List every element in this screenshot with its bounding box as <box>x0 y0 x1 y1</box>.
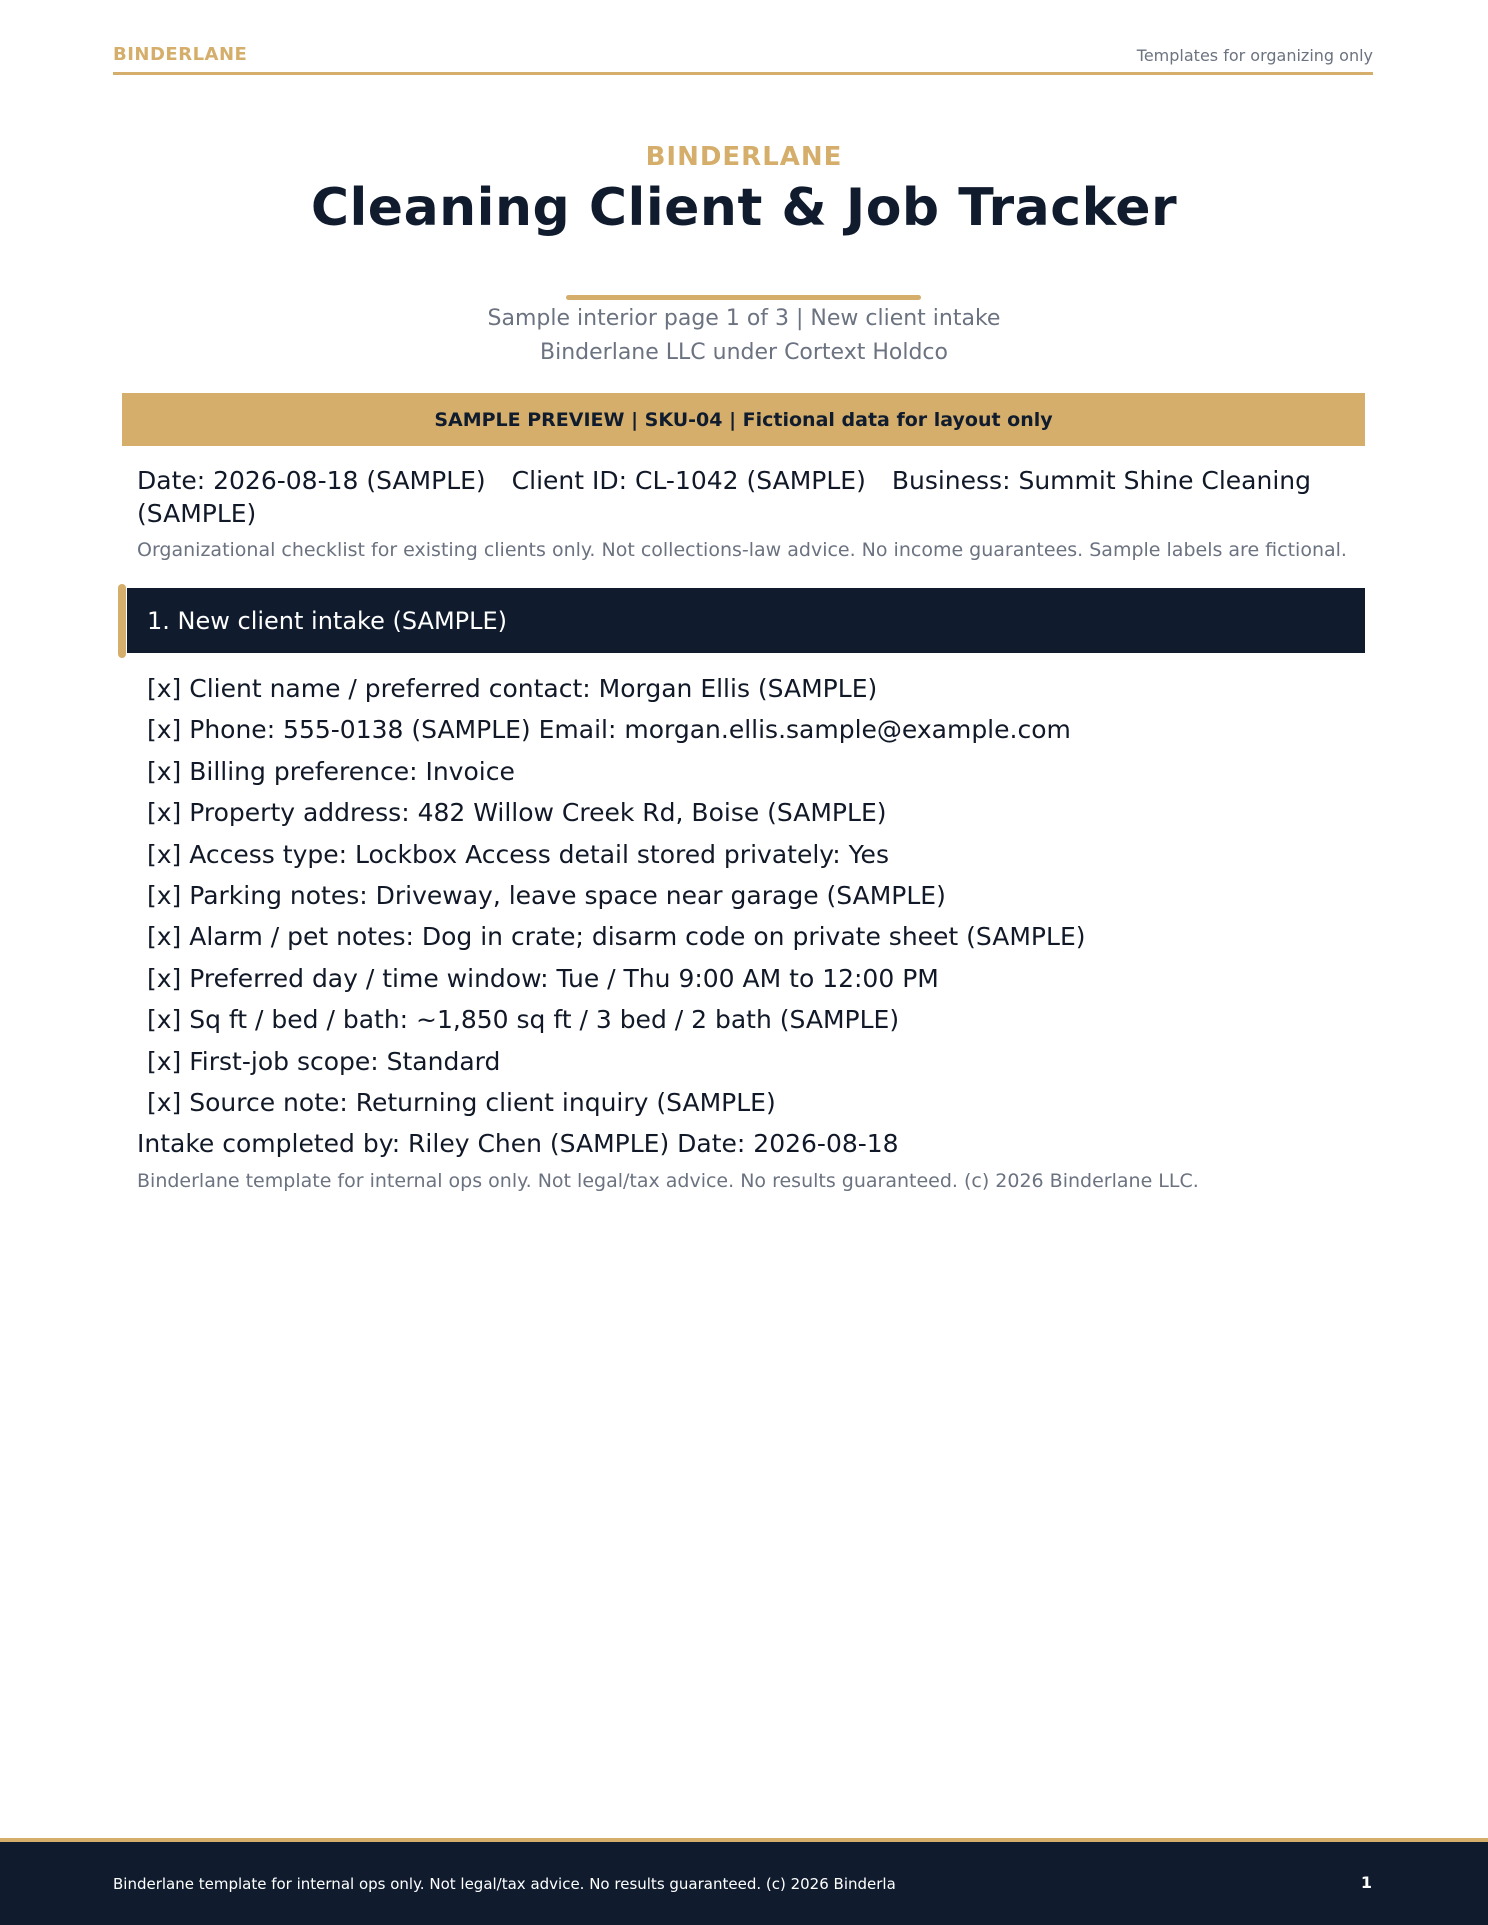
checklist-item: [x] Client name / preferred contact: Morgan Ellis (SAMPLE) <box>147 674 878 703</box>
company-line: Binderlane LLC under Cortext Holdco <box>540 340 948 365</box>
checklist-item: [x] Sq ft / bed / bath: ~1,850 sq ft / 3 bed / 2 bath (SAMPLE) <box>147 1005 900 1035</box>
disclaimer: Organizational checklist for existing clients only. Not collections-law advice. No income guarantees. Sample labels are fictional. <box>137 539 1347 561</box>
page-header <box>113 44 1373 75</box>
page-subtitle: Sample interior page 1 of 3 | New client intake <box>487 306 1001 331</box>
sample-preview-banner <box>122 393 1365 446</box>
checklist-item: [x] First-job scope: Standard <box>147 1046 501 1076</box>
page-title: Cleaning Client & Job Tracker <box>310 178 1178 238</box>
checklist-item: [x] Parking notes: Driveway, leave space near garage (SAMPLE) <box>147 880 946 910</box>
page-footer <box>0 1838 1488 1925</box>
meta-client-id: Client ID: CL-1042 (SAMPLE) <box>511 466 866 495</box>
page-number: 1 <box>1360 1873 1372 1892</box>
checklist-item: [x] Phone: 555-0138 (SAMPLE) Email: morgan.ellis.sample@example.com <box>147 715 1071 745</box>
intake-checklist <box>147 668 1086 1123</box>
footer-text: Binderlane template for internal ops only. Not legal/tax advice. No results guaranteed. (c) 2026 Binderla <box>113 1875 896 1893</box>
intake-completed-by: Intake completed by: Riley Chen (SAMPLE) Date: 2026-08-18 <box>137 1129 899 1158</box>
meta-business: Business: Summit Shine Cleaning (SAMPLE) <box>137 466 1312 528</box>
checklist-item: [x] Property address: 482 Willow Creek Rd, Boise (SAMPLE) <box>147 798 887 828</box>
meta-date: Date: 2026-08-18 (SAMPLE) <box>137 466 486 495</box>
section-header <box>127 588 1365 653</box>
checklist-item: [x] Access type: Lockbox Access detail stored privately: Yes <box>147 839 889 869</box>
section-accent-bar <box>118 584 126 658</box>
banner-text: SAMPLE PREVIEW | SKU-04 | Fictional data for layout only <box>434 408 1053 431</box>
meta-line <box>137 464 1337 530</box>
checklist-item: [x] Preferred day / time window: Tue / Thu 9:00 AM to 12:00 PM <box>147 963 939 993</box>
section-title: 1. New client intake (SAMPLE) <box>147 606 508 635</box>
footnote: Binderlane template for internal ops only. Not legal/tax advice. No results guaranteed. (c) 2026 Binderlane LLC. <box>137 1170 1199 1192</box>
hero-brand: BINDERLANE <box>645 142 843 172</box>
header-brand: BINDERLANE <box>113 44 248 65</box>
checklist-item: [x] Alarm / pet notes: Dog in crate; disarm code on private sheet (SAMPLE) <box>147 922 1086 952</box>
header-tagline: Templates for organizing only <box>1136 46 1373 65</box>
title-divider <box>566 295 921 300</box>
checklist-item: [x] Source note: Returning client inquiry (SAMPLE) <box>147 1087 776 1117</box>
checklist-item: [x] Billing preference: Invoice <box>147 756 515 786</box>
